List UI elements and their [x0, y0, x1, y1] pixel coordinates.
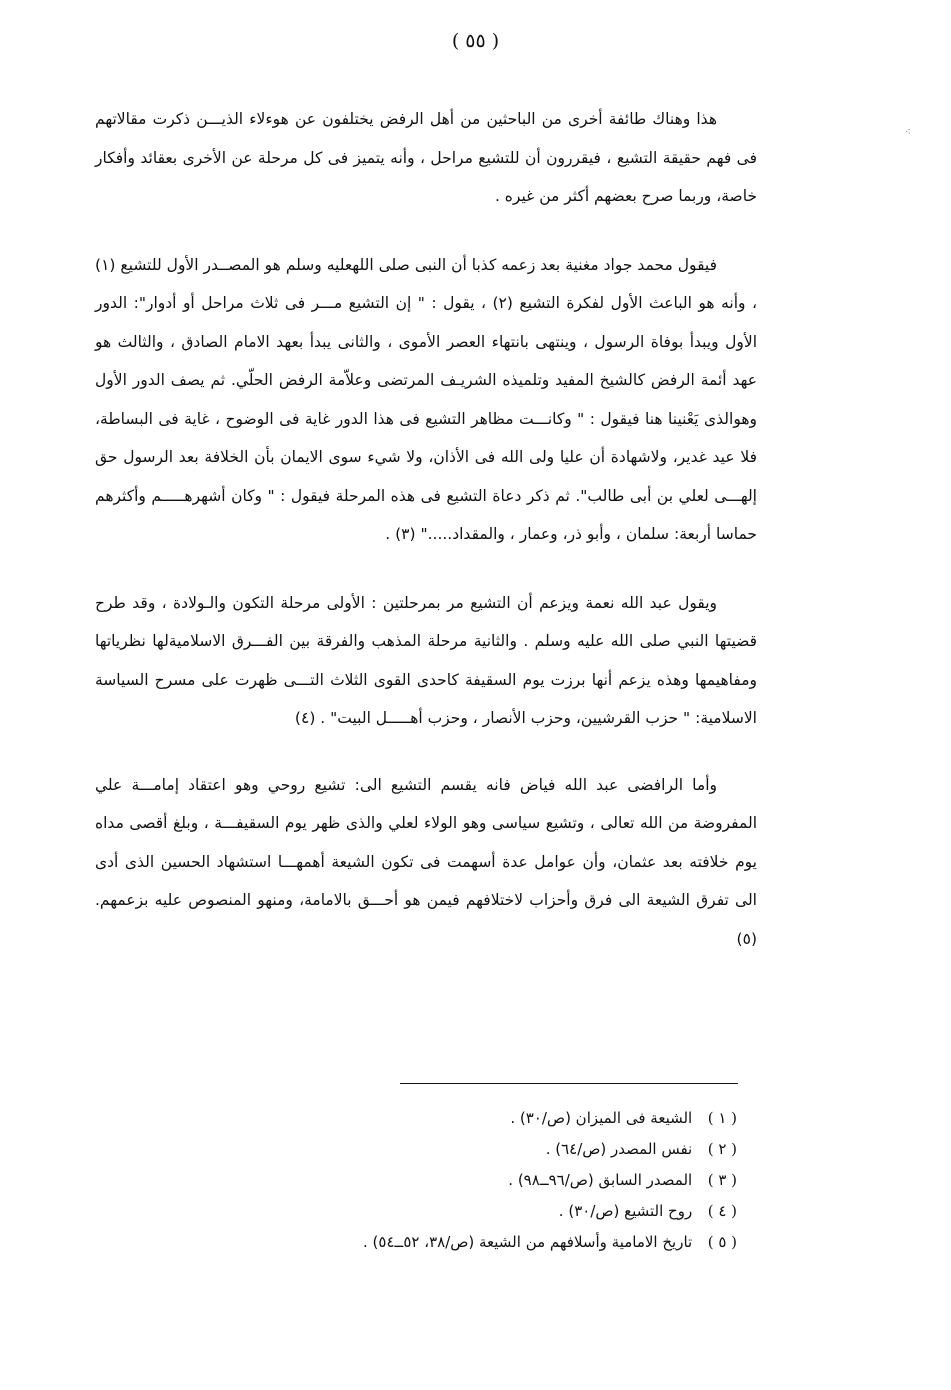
footnote [363, 1227, 737, 1258]
footnote [363, 1196, 737, 1227]
paragraph: وأما الرافضى عبد الله فياض فانه يقسم التشيع الى: تشيع روحي وهو اعتقاد إمامـــة علي المفروضة من الله تعالى ، وتشيع سياسى وهو الولاء لعلي والذى ظهر يوم السقيفـــة ، وبلغ أقصى مداه يوم خلافته بعد عثمان، وأن عوامل عدة أسهمت فى تكون الشيعة أهمهـــا استشهاد الحسين الذى أدى الى تفرق الشيعة الى فرق وأحزاب لاختلافهم فيمن هو أحـــق بالامامة، ومنهو المنصوص عليه بزعمهم. (٥) [95, 775, 757, 948]
footnote [363, 1165, 737, 1196]
footnote-text: الشيعة فى الميزان (ص/٣٠) . [510, 1109, 693, 1127]
footnote-number: ( ٤ ) [707, 1202, 737, 1220]
scan-speck: ⁖ [905, 127, 911, 138]
page-number: ( ٥٥ ) [451, 30, 500, 52]
paragraph: هذا وهناك طائفة أخرى من الباحثين من أهل الرفض يختلفون عن هوءلاء الذيـــن ذكرت مقالاتهم فى فهم حقيقة التشيع ، فيقررون أن للتشيع مراحل ، وأنه يتميز فى كل مرحلة عن الأخرى بعقائد وأفكار خاصة، وربما صرح بعضهم أكثر من غيره . [95, 110, 757, 205]
footnote-number: ( ٢ ) [707, 1140, 737, 1158]
footnote-text: نفس المصدر (ص/٦٤) . [545, 1140, 693, 1158]
footnote [363, 1134, 737, 1165]
footnote-separator [400, 1083, 738, 1084]
footnote-number: ( ١ ) [707, 1109, 737, 1127]
body-text [95, 100, 757, 992]
footnote-number: ( ٣ ) [707, 1171, 737, 1189]
footnote [363, 1103, 737, 1134]
footnote-text: المصدر السابق (ص/٩٦ــ٩٨) . [508, 1171, 693, 1189]
paragraph: ويقول عبد الله نعمة ويزعم أن التشيع مر بمرحلتين : الأولى مرحلة التكون والـولادة ، وقد طرح قضيتها النبي صلى الله عليه وسلم . والثانية مرحلة المذهب والفرقة بين الفـــرق الاسلاميةلها نظرياتها ومفاهيمها وهذه يزعم أنها برزت يوم السقيفة كاحدى القوى الثلاث التـــى ظهرت على مسرح السياسة الاسلامية: " حزب القرشيين، وحزب الأنصار ، وحزب أهـــــل البيت" . (٤) [95, 593, 757, 727]
paragraph: فيقول محمد جواد مغنية بعد زعمه كذبا أن النبى صلى اللهعليه وسلم هو المصــدر الأول للتشيع (١) ، وأنه هو الباعث الأول لفكرة التشيع (٢) ، يقول : " إن التشيع مـــر فى ثلاث مراحل أو أدوار": الدور الأول ويبدأ بوفاة الرسول ، وينتهى بانتهاء العصر الأموى ، والثانى يبدأ بعهد الامام الصادق ، والثالث هو عهد أئمة الرفض كالشيخ المفيد وتلميذه الشريـف المرتضى وعلاّمة الرفض الحلّي. ثم يصف الدور الأول وهوالذى يَعْنينا هنا فيقول : " وكانـــت مظاهر التشيع فى هذا الدور غاية فى الوضوح ، غاية فى البساطة، فلا عيد غدير، ولاشهادة أن عليا ولى الله فى الأذان، ولا شيء سوى الايمان بأن الخلافة بعد الرسول حق إلهـــى لعلي بن أبى طالب". ثم ذكر دعاة التشيع فى هذه المرحلة فيقول : " وكان أشهرهـــــم وأكثرهم حماسا أربعة: سلمان ، وأبو ذر، وعمار ، والمقداد....." (٣) . [95, 255, 757, 543]
footnote-number: ( ٥ ) [707, 1233, 737, 1251]
footnote-text: تاريخ الامامية وأسلافهم من الشيعة (ص/٣٨، ٥٢ــ٥٤) . [363, 1233, 693, 1251]
footnotes-list [363, 1103, 737, 1258]
footnote-text: روح التشيع (ص/٣٠) . [558, 1202, 693, 1220]
